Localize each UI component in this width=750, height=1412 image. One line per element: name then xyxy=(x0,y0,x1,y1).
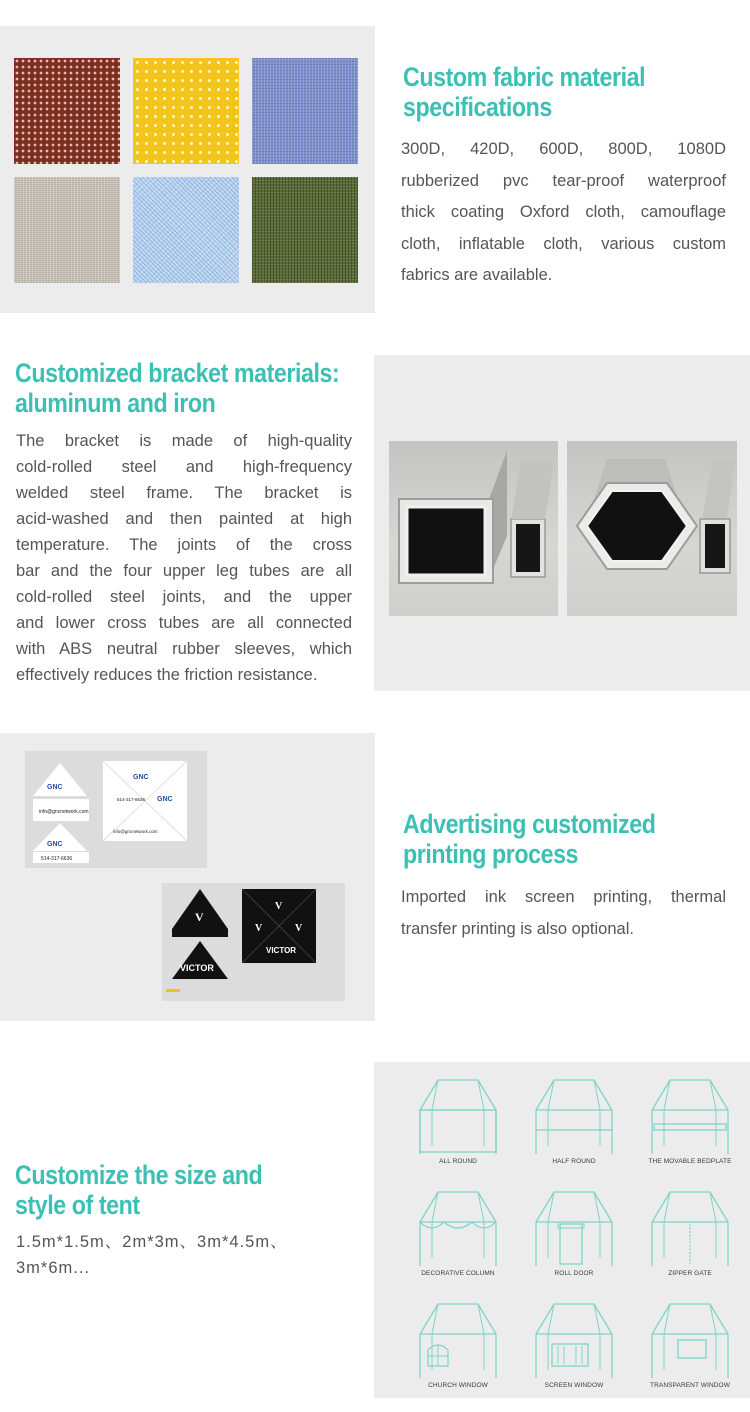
gnc-email-2: info@gncnetwork.com xyxy=(113,829,158,834)
fabric-title-line1: Custom fabric material xyxy=(403,62,646,92)
fabric-desc-line5: fabrics are available. xyxy=(401,266,553,284)
tent-style-illustration xyxy=(524,1072,624,1158)
fabric-swatch-light-blue xyxy=(133,177,239,283)
fabric-section-title xyxy=(403,62,645,122)
tent-style-illustration xyxy=(640,1184,740,1270)
fabric-swatch-yellow-dotted xyxy=(133,58,239,164)
printing-desc-line1: Imported ink screen printing, thermal xyxy=(401,888,726,906)
victor-brand-1: VICTOR xyxy=(180,963,214,973)
printing-title-line2: printing process xyxy=(403,839,579,869)
tent-style-illustration xyxy=(408,1072,508,1158)
gnc-email-1: info@gncnetwork.com xyxy=(39,809,89,815)
tent-style-illustration xyxy=(524,1184,624,1270)
fabric-swatch-blue-weave xyxy=(252,58,358,164)
fabric-desc-line4: cloth, inflatable cloth, various custom xyxy=(401,234,726,253)
printing-desc-line2: transfer printing is also optional. xyxy=(401,919,634,938)
victor-brand-2: VICTOR xyxy=(266,946,297,955)
tent-style-illustration xyxy=(408,1296,508,1382)
fabric-swatch-red-dotted xyxy=(14,58,120,164)
gnc-print-sample xyxy=(25,751,207,868)
size-title-line2: style of tent xyxy=(15,1190,140,1220)
size-desc-line2: 3m*6m... xyxy=(16,1259,91,1277)
bracket-title-line1: Customized bracket materials: xyxy=(15,358,340,388)
hexagon-tube-illustration xyxy=(567,441,737,616)
bracket-desc-line: and lower cross tubes are all connected xyxy=(16,614,352,632)
tent-style-label: THE MOVABLE BEDPLATE xyxy=(648,1158,732,1165)
bracket-desc-line: welded steel frame. The bracket is xyxy=(16,484,352,502)
printing-section-title xyxy=(403,809,655,869)
hexagon-tube-photo xyxy=(567,441,737,616)
bracket-title-line2: aluminum and iron xyxy=(15,388,216,418)
gnc-phone-1: 514-317-6636 xyxy=(41,856,73,862)
bracket-desc-line: with ABS neutral rubber sleeves, which xyxy=(16,640,352,658)
bracket-desc-line: effectively reduces the friction resistance. xyxy=(16,666,318,684)
printing-title-line1: Advertising customized xyxy=(403,809,656,839)
gnc-phone-2: 514-317-6636 xyxy=(117,797,146,802)
bracket-description xyxy=(16,428,352,688)
tent-style-label: TRANSPARENT WINDOW xyxy=(650,1382,730,1389)
gnc-logo-text-3: GNC xyxy=(133,774,149,781)
size-title-line1: Customize the size and xyxy=(15,1160,263,1190)
tent-style-illustration xyxy=(408,1184,508,1270)
fabric-desc-line3: thick coating Oxford cloth, camouflage xyxy=(401,203,726,221)
fabric-title-line2: specifications xyxy=(403,92,552,122)
tent-style-label: SCREEN WINDOW xyxy=(544,1382,604,1389)
bracket-desc-line: bar and the four upper leg tubes are all xyxy=(16,562,352,580)
bracket-desc-line: cold-rolled steel and high-frequency xyxy=(16,458,352,476)
tent-style-illustration xyxy=(640,1072,740,1158)
tent-style-label: DECORATIVE COLUMN xyxy=(421,1270,495,1277)
bracket-desc-line: temperature. The joints of the cross xyxy=(16,536,352,554)
tent-style-label: ZIPPER GATE xyxy=(668,1270,712,1277)
victor-print-sample xyxy=(162,883,345,1001)
fabric-desc-line2: rubberized pvc tear-proof waterproof xyxy=(401,171,726,190)
bracket-section-title xyxy=(15,358,339,418)
gnc-logo-text-2: GNC xyxy=(47,841,63,848)
bracket-desc-line: The bracket is made of high-quality xyxy=(16,432,352,450)
tent-style-label: HALF ROUND xyxy=(552,1158,596,1165)
tent-style-label: ROLL DOOR xyxy=(554,1270,594,1277)
square-tube-photo xyxy=(389,441,558,616)
victor-letter-3: V xyxy=(255,923,263,934)
fabric-swatch-linen xyxy=(14,177,120,283)
bracket-desc-line: acid-washed and then painted at high xyxy=(16,510,352,528)
gnc-valance-layout xyxy=(25,751,207,868)
victor-letter-4: V xyxy=(295,923,303,934)
victor-letter-2: V xyxy=(275,901,283,912)
tent-style-label: CHURCH WINDOW xyxy=(428,1382,488,1389)
fabric-description xyxy=(401,134,726,292)
gnc-logo-text-4: GNC xyxy=(157,796,173,803)
victor-valance-layout xyxy=(162,883,345,1001)
gnc-logo-text-1: GNC xyxy=(47,784,63,791)
fabric-desc-line1: 300D, 420D, 600D, 800D, 1080D xyxy=(401,140,726,158)
printing-description xyxy=(401,882,726,945)
size-desc-line1: 1.5m*1.5m、2m*3m、3m*4.5m、 xyxy=(16,1233,288,1251)
fabric-swatch-olive-green xyxy=(252,177,358,283)
square-tube-illustration xyxy=(389,441,558,616)
tent-style-label: ALL ROUND xyxy=(439,1158,477,1165)
size-description xyxy=(16,1229,361,1281)
bracket-desc-line: cold-rolled steel joints, and the upper xyxy=(16,588,352,606)
tent-style-illustration xyxy=(524,1296,624,1382)
size-section-title xyxy=(15,1160,262,1220)
victor-letter-1: V xyxy=(195,910,204,924)
tent-style-illustration xyxy=(640,1296,740,1382)
